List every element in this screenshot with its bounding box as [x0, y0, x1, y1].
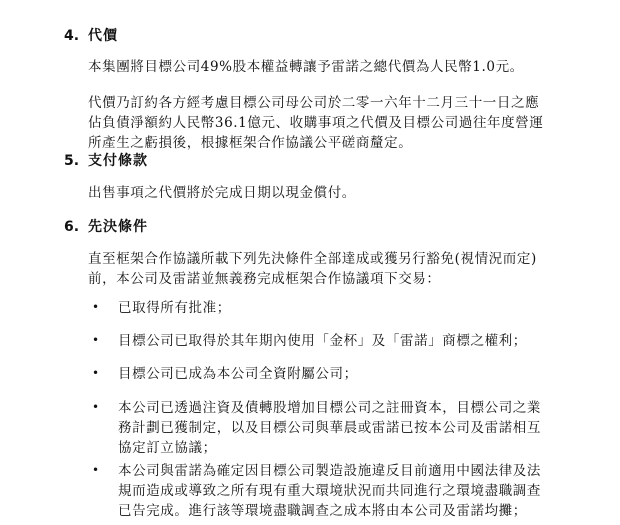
- list-item: 目標公司已取得於其年期內使用「金杯」及「雷諾」商標之權利；: [118, 333, 527, 349]
- list-item: 已取得所有批准；: [118, 300, 231, 316]
- section-title: 代價: [88, 28, 118, 44]
- paragraph: 代價乃訂約各方經考慮目標公司母公司於二零一六年十二月三十一日之應佔負債淨額約人民幣36.1億元、收購事項之代價及目標公司過往年度營運所產生之虧損後，根據框架合作協議公平磋商釐定。: [88, 95, 544, 151]
- section-title: 支付條款: [88, 153, 148, 169]
- bullet-icon: •: [92, 333, 100, 347]
- list-item: 本公司與雷諾為確定因目標公司製造設施違反目前適用中國法律及法規而造成或導致之所有現有重大環境狀況而共同進行之環境盡職調查已告完成。進行該等環境盡職調查之成本將由本公司及雷諾均攤；: [118, 463, 541, 519]
- bullet-icon: •: [92, 300, 100, 314]
- list-item: 本公司已透過注資及債轉股增加目標公司之註冊資本，目標公司之業務計劃已獲制定，以及目標公司與華晨或雷諾已按本公司及雷諾相互協定訂立協議；: [118, 400, 541, 456]
- bullet-icon: •: [92, 366, 100, 380]
- bullet-icon: •: [92, 400, 100, 414]
- bullet-icon: •: [92, 463, 100, 477]
- list-item: 目標公司已成為本公司全資附屬公司；: [118, 366, 358, 382]
- section-number: 5.: [64, 153, 80, 169]
- section-number: 6.: [64, 219, 80, 235]
- paragraph: 出售事項之代價將於完成日期以現金償付。: [88, 185, 356, 201]
- section-number: 4.: [64, 28, 80, 44]
- section-title: 先決條件: [88, 219, 148, 235]
- paragraph: 直至框架合作協議所載下列先決條件全部達成或獲另行豁免(視情況而定)前，本公司及雷諾並無義務完成框架合作協議項下交易：: [88, 251, 537, 287]
- paragraph: 本集團將目標公司49%股本權益轉讓予雷諾之總代價為人民幣1.0元。: [88, 59, 524, 75]
